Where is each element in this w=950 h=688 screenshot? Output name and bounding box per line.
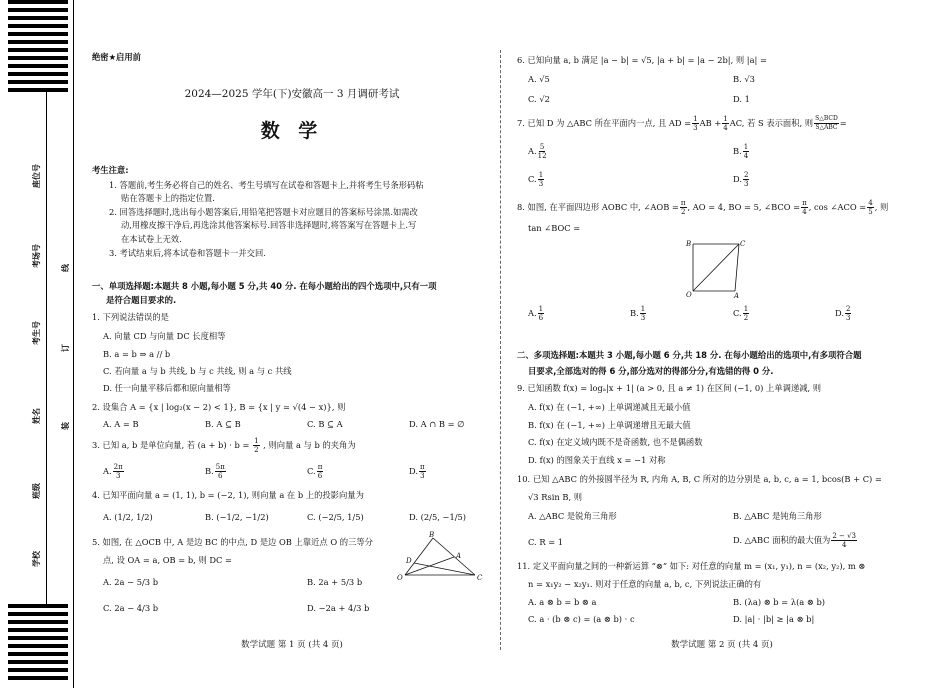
q8-option-d: D. $\frac{2}{3}$ bbox=[835, 305, 851, 322]
notice-line: 贴在答题卡上的指定位置. bbox=[121, 193, 215, 203]
q3-option-d: D. $\frac{\pi}{3}$ bbox=[409, 463, 425, 480]
notice-line: 在本试卷上无效. bbox=[121, 234, 182, 244]
q5-option-c: C. 2a − 4/3 b bbox=[103, 603, 159, 613]
q8-fig-label-o: O bbox=[686, 291, 692, 299]
q11-option-a: A. a ⊗ b = b ⊗ a bbox=[528, 597, 597, 607]
q1-stem: 1. 下列说法错误的是 bbox=[92, 312, 169, 322]
q4-option-d: D. (2/5, −1/5) bbox=[409, 512, 467, 522]
q10-option-d: D. △ABC 面积的最大值为 $\frac{2 - √3}{4}$ bbox=[733, 532, 857, 549]
q1-option-b: B. a = b ⇒ a // b bbox=[103, 349, 171, 359]
q3-stem bbox=[92, 436, 356, 454]
q2-option-d: D. A ∩ B = ∅ bbox=[409, 419, 465, 429]
q7-option-a: A. $\frac{5}{12}$ bbox=[528, 143, 547, 160]
q2-stem: 2. 设集合 A = {x | log₂(x − 2) < 1}, B = {x | y = √(4 − x)}, 则 bbox=[92, 402, 346, 412]
cut-mark-zhuang: 装 bbox=[61, 422, 70, 430]
q1-option-c: C. 若向量 a 与 b 共线, b 与 c 共线, 则 a 与 c 共线 bbox=[103, 366, 292, 376]
q5-option-d: D. −2a + 4/3 b bbox=[307, 603, 370, 613]
q8-stem-cont: tan ∠BOC = bbox=[528, 223, 581, 233]
name-label: 姓名 bbox=[32, 408, 41, 424]
q7-stem: 7. 已知 D 为 △ABC 所在平面内一点, 且 AD = $\frac{1}{3}$ AB + $\frac{1}{4}$ AC, 若 S 表示面积, 则 $\frac{\text{S△BCD}}{\text{S△ABC}}$ = bbox=[517, 115, 847, 132]
q8-quadrilateral-figure bbox=[683, 236, 753, 300]
q3-stem-text-2: , 则向量 a 与 b 的夹角为 bbox=[263, 440, 356, 450]
q11-option-c: C. a · (b ⊗ c) = (a ⊗ b) · c bbox=[528, 614, 635, 624]
page-footer-2: 数学试题 第 2 页 (共 4 页) bbox=[671, 640, 773, 650]
q9-option-b: B. f(x) 在 (−1, +∞) 上单调递增且无最大值 bbox=[528, 420, 691, 430]
q10-option-b: B. △ABC 是钝角三角形 bbox=[733, 511, 822, 521]
q4-option-b: B. (−1/2, −1/2) bbox=[205, 512, 269, 522]
q6-option-c: C. √2 bbox=[528, 94, 550, 104]
notice-title: 考生注意: bbox=[92, 165, 129, 175]
q4-option-a: A. (1/2, 1/2) bbox=[103, 512, 153, 522]
q5-option-a: A. 2a − 5/3 b bbox=[103, 577, 159, 587]
q8-fig-label-b: B bbox=[686, 240, 692, 248]
q7-option-b: B. $\frac{1}{4}$ bbox=[733, 143, 749, 160]
q4-stem: 4. 已知平面向量 a = (1, 1), b = (−2, 1), 则向量 a 在 b 上的投影向量为 bbox=[92, 490, 364, 500]
q3-stem-text: 3. 已知 a, b 是单位向量, 若 (a + b) · b = bbox=[92, 440, 250, 450]
notice-line: 2. 回答选择题时,选出每小题答案后,用铅笔把答题卡对应题目的答案标号涂黑.如需改 bbox=[109, 207, 418, 217]
q5-fig-label-b: B bbox=[429, 531, 435, 539]
section-1-heading: 一、单项选择题:本题共 8 小题,每小题 5 分,共 40 分. 在每小题给出的四个选项中,只有一项 bbox=[92, 281, 437, 291]
q8-option-b: B. $\frac{1}{3}$ bbox=[630, 305, 646, 322]
q5-fig-label-a: A bbox=[456, 552, 462, 560]
q11-option-b: B. (λa) ⊗ b = λ(a ⊗ b) bbox=[733, 597, 826, 607]
class-label: 班级 bbox=[32, 483, 41, 499]
q1-option-a: A. 向量 CD 与向量 DC 长度相等 bbox=[103, 331, 226, 341]
page-footer-1: 数学试题 第 1 页 (共 4 页) bbox=[241, 640, 343, 650]
q6-option-a: A. √5 bbox=[528, 74, 550, 84]
q5-fig-label-o: O bbox=[397, 574, 403, 582]
notice-line: 动,用橡皮擦干净后,再选涂其他答案标号.回答非选择题时,将答案写在答题卡上.写 bbox=[121, 220, 417, 230]
exam-title: 2024—2025 学年(下)安徽高一 3 月调研考试 bbox=[184, 88, 400, 100]
q5-option-b: B. 2a + 5/3 b bbox=[307, 577, 363, 587]
q9-stem: 9. 已知函数 f(x) = logₐ|x + 1| (a > 0, 且 a ≠ 1) 在区间 (−1, 0) 上单调递减, 则 bbox=[517, 383, 822, 393]
q5-fig-label-d: D bbox=[406, 557, 412, 565]
q10-option-a: A. △ABC 是锐角三角形 bbox=[528, 511, 617, 521]
q6-option-d: D. 1 bbox=[733, 94, 750, 104]
q3-option-c: C. $\frac{\pi}{6}$ bbox=[307, 463, 323, 480]
q10-stem-cont: √3 Rsin B, 则 bbox=[528, 492, 583, 502]
q5-stem: 5. 如图, 在 △OCB 中, A 是边 BC 的中点, D 是边 OB 上靠近点 O 的三等分 bbox=[92, 537, 373, 547]
seat-label: 座位号 bbox=[32, 164, 41, 188]
q3-option-a: A. $\frac{2\pi}{3}$ bbox=[103, 463, 123, 480]
q6-option-b: B. √3 bbox=[733, 74, 755, 84]
confidential-mark: 绝密★启用前 bbox=[92, 52, 141, 62]
section-1-heading-cont: 是符合题目要求的. bbox=[106, 295, 177, 305]
student-id-label: 考生号 bbox=[32, 321, 41, 345]
q2-option-b: B. A ⊆ B bbox=[205, 419, 241, 429]
school-label: 学校 bbox=[32, 551, 41, 567]
column-divider bbox=[500, 50, 501, 650]
room-label: 考场号 bbox=[32, 244, 41, 268]
q7-option-c: C. $\frac{1}{3}$ bbox=[528, 171, 544, 188]
q4-option-c: C. (−2/5, 1/5) bbox=[307, 512, 364, 522]
q8-option-a: A. $\frac{1}{6}$ bbox=[528, 305, 544, 322]
q2-option-a: A. A = B bbox=[103, 419, 139, 429]
notice-line: 3. 考试结束后,将本试卷和答题卡一并交回. bbox=[109, 248, 266, 258]
q6-stem: 6. 已知向量 a, b 满足 |a − b| = √5, |a + b| = |a − 2b|, 则 |a| = bbox=[517, 55, 767, 65]
subject-title: 数 学 bbox=[260, 120, 324, 142]
q8-fig-label-a: A bbox=[734, 292, 740, 300]
section-2-heading: 二、多项选择题:本题共 3 小题,每小题 6 分,共 18 分. 在每小题给出的选项中,有多项符合题 bbox=[517, 350, 862, 360]
q9-option-c: C. f(x) 在定义域内既不是奇函数, 也不是偶函数 bbox=[528, 437, 703, 447]
cut-mark-line: 线 bbox=[61, 264, 70, 272]
section-2-heading-cont: 目要求,全部选对的得 6 分,部分选对的得部分分,有选错的得 0 分. bbox=[528, 366, 774, 376]
q11-stem: 11. 定义平面向量之间的一种新运算 “⊗” 如下: 对任意的向量 m = (x₁, y₁), n = (x₂, y₂), m ⊗ bbox=[517, 561, 866, 571]
q8-stem: 8. 如图, 在平面四边形 AOBC 中, ∠AOB = $\frac{\pi}{2}$ , AO = 4, BO = 5, ∠BCO = $\frac{\pi}{4}$ , cos ∠ACO = $\frac{4}{5}$ , 则 bbox=[517, 199, 889, 216]
q1-option-d: D. 任一向量平移后都和原向量相等 bbox=[103, 383, 231, 393]
q7-option-d: D. $\frac{2}{3}$ bbox=[733, 171, 749, 188]
q3-fraction: $\frac{1}{2}$ bbox=[254, 437, 259, 454]
q5-stem-cont: 点, 设 OA = a, OB = b, 则 DC = bbox=[103, 555, 232, 565]
notice-line: 1. 答题前,考生务必将自己的姓名、考生号填写在试卷和答题卡上,并将考生号条形码粘 bbox=[109, 180, 424, 190]
q5-triangle-figure bbox=[395, 530, 485, 585]
q9-option-a: A. f(x) 在 (−1, +∞) 上单调递减且无最小值 bbox=[528, 402, 691, 412]
q11-option-d: D. |a| · |b| ≥ |a ⊗ b| bbox=[733, 614, 815, 624]
cut-mark-ding: 订 bbox=[61, 344, 70, 352]
q8-fig-label-c: C bbox=[740, 240, 746, 248]
q8-option-c: C. $\frac{1}{2}$ bbox=[733, 305, 749, 322]
q10-option-c: C. R = 1 bbox=[528, 537, 564, 547]
q5-fig-label-c: C bbox=[477, 574, 483, 582]
q2-option-c: C. B ⊆ A bbox=[307, 419, 343, 429]
q10-stem: 10. 已知 △ABC 的外接圆半径为 R, 内角 A, B, C 所对的边分别是 a, b, c, a = 1, bcos(B + C) = bbox=[517, 474, 882, 484]
q9-option-d: D. f(x) 的图象关于直线 x = −1 对称 bbox=[528, 455, 666, 465]
q11-stem-cont: n = x₁y₂ − x₂y₁. 则对于任意的向量 a, b, c, 下列说法正确的有 bbox=[528, 579, 762, 589]
q3-option-b: B. $\frac{5\pi}{6}$ bbox=[205, 463, 225, 480]
